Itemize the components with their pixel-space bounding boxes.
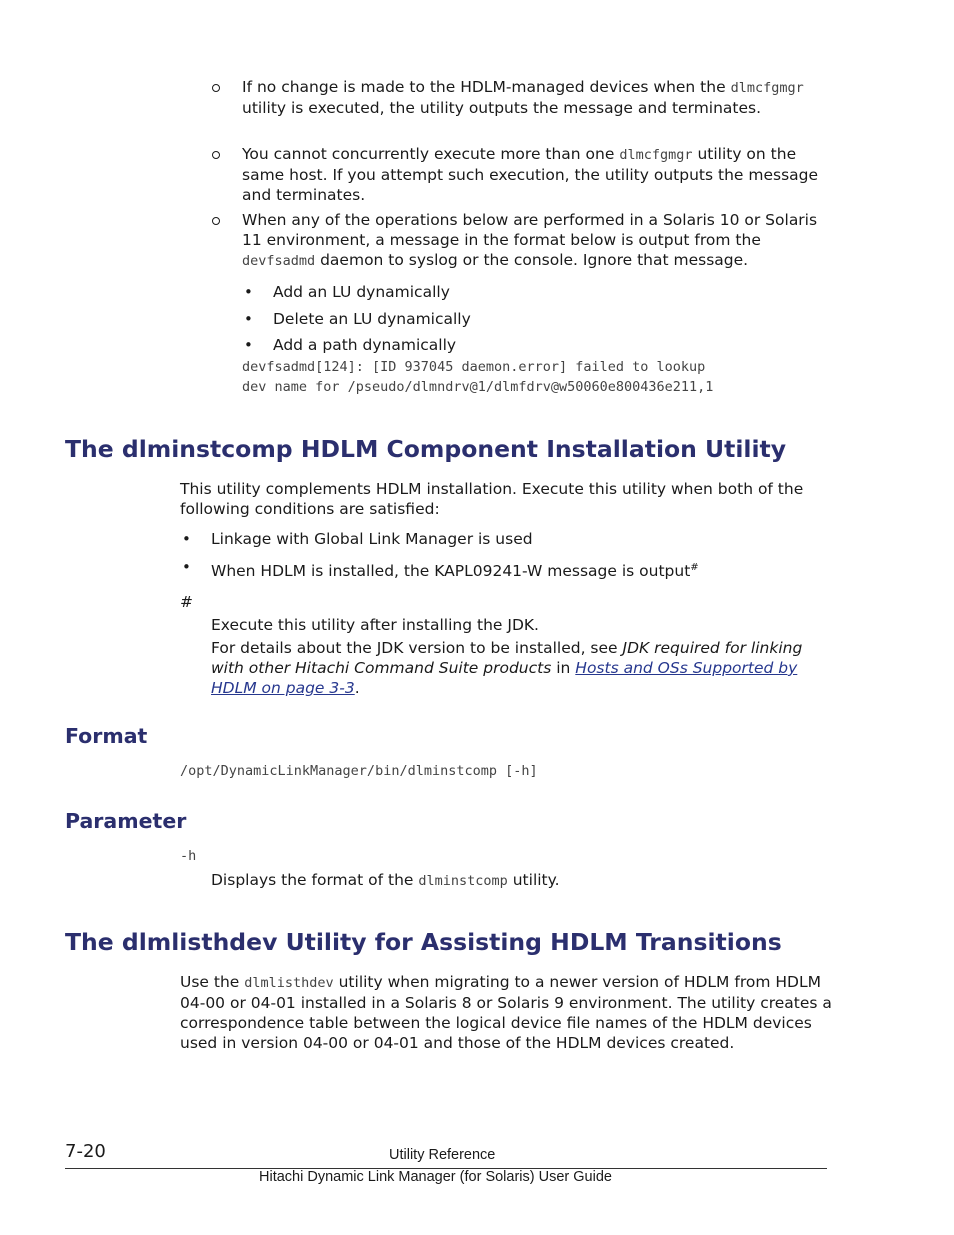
section-intro: This utility complements HDLM installation. Execute this utility when both of the following conditions are satisfied: — [180, 480, 804, 518]
bullet-icon: • — [244, 310, 253, 328]
footnote-ref: # — [690, 562, 699, 573]
operation-item: Delete an LU dynamically — [273, 310, 471, 328]
operation-item: Add an LU dynamically — [273, 283, 450, 301]
footnote-text: Execute this utility after installing the JDK. — [211, 616, 539, 634]
note-item: You cannot concurrently execute more than one dlmcfgmgr utility on the same host. If you attempt such execution, the utility outputs the message and terminates. — [242, 145, 819, 204]
footer-chapter: Utility Reference — [389, 1147, 496, 1163]
bullet-icon: • — [244, 283, 253, 301]
hosts-os-link[interactable]: Hosts and OSs Supported by HDLM on page 3-3 — [211, 659, 798, 697]
note-bullet-icon — [212, 217, 220, 225]
page-number: 7-20 — [65, 1141, 106, 1162]
footnote-mark: # — [180, 593, 193, 611]
note-item: When any of the operations below are performed in a Solaris 10 or Solaris 11 environment, a message in the format below is output from the devfsadmd daemon to syslog or the console. Ignore that message. — [242, 211, 818, 269]
footer-guide-title: Hitachi Dynamic Link Manager (for Solaris) User Guide — [259, 1169, 612, 1185]
bullet-icon: • — [182, 530, 191, 548]
note-bullet-icon — [212, 84, 220, 92]
bullet-icon: • — [244, 336, 253, 354]
parameter-name: -h — [180, 848, 197, 864]
details-paragraph: For details about the JDK version to be installed, see JDK required for linking with other Hitachi Command Suite products in Hosts and OSs Supported by HDLM on page 3-3. — [211, 639, 803, 697]
log-line: devfsadmd[124]: [ID 937045 daemon.error] failed to lookup — [242, 359, 706, 375]
section-title: The dlmlisthdev Utility for Assisting HDLM Transitions — [65, 928, 782, 956]
parameter-description: Displays the format of the dlminstcomp utility. — [211, 871, 560, 889]
section-intro: Use the dlmlisthdev utility when migrating to a newer version of HDLM from HDLM 04-00 or 04-01 installed in a Solaris 8 or Solaris 9 environment. The utility creates a correspondence table between the logical device file names of the HDLM devices used in version 04-00 or 04-01 and those of the HDLM devices created. — [180, 973, 832, 1052]
bullet-icon: • — [182, 558, 191, 576]
section-title: The dlminstcomp HDLM Component Installation Utility — [65, 435, 787, 463]
note-bullet-icon — [212, 151, 220, 159]
format-command: /opt/DynamicLinkManager/bin/dlminstcomp [-h] — [180, 763, 538, 779]
format-heading: Format — [65, 724, 148, 748]
parameter-heading: Parameter — [65, 809, 187, 833]
condition-item: When HDLM is installed, the KAPL09241-W message is output# — [211, 562, 699, 581]
operation-item: Add a path dynamically — [273, 336, 457, 354]
note-item: If no change is made to the HDLM-managed devices when the dlmcfgmgr utility is executed, the utility outputs the message and terminates. — [242, 78, 804, 117]
condition-item: Linkage with Global Link Manager is used — [211, 530, 533, 548]
log-line: dev name for /pseudo/dlmndrv@1/dlmfdrv@w50060e800436e211,1 — [242, 379, 714, 395]
